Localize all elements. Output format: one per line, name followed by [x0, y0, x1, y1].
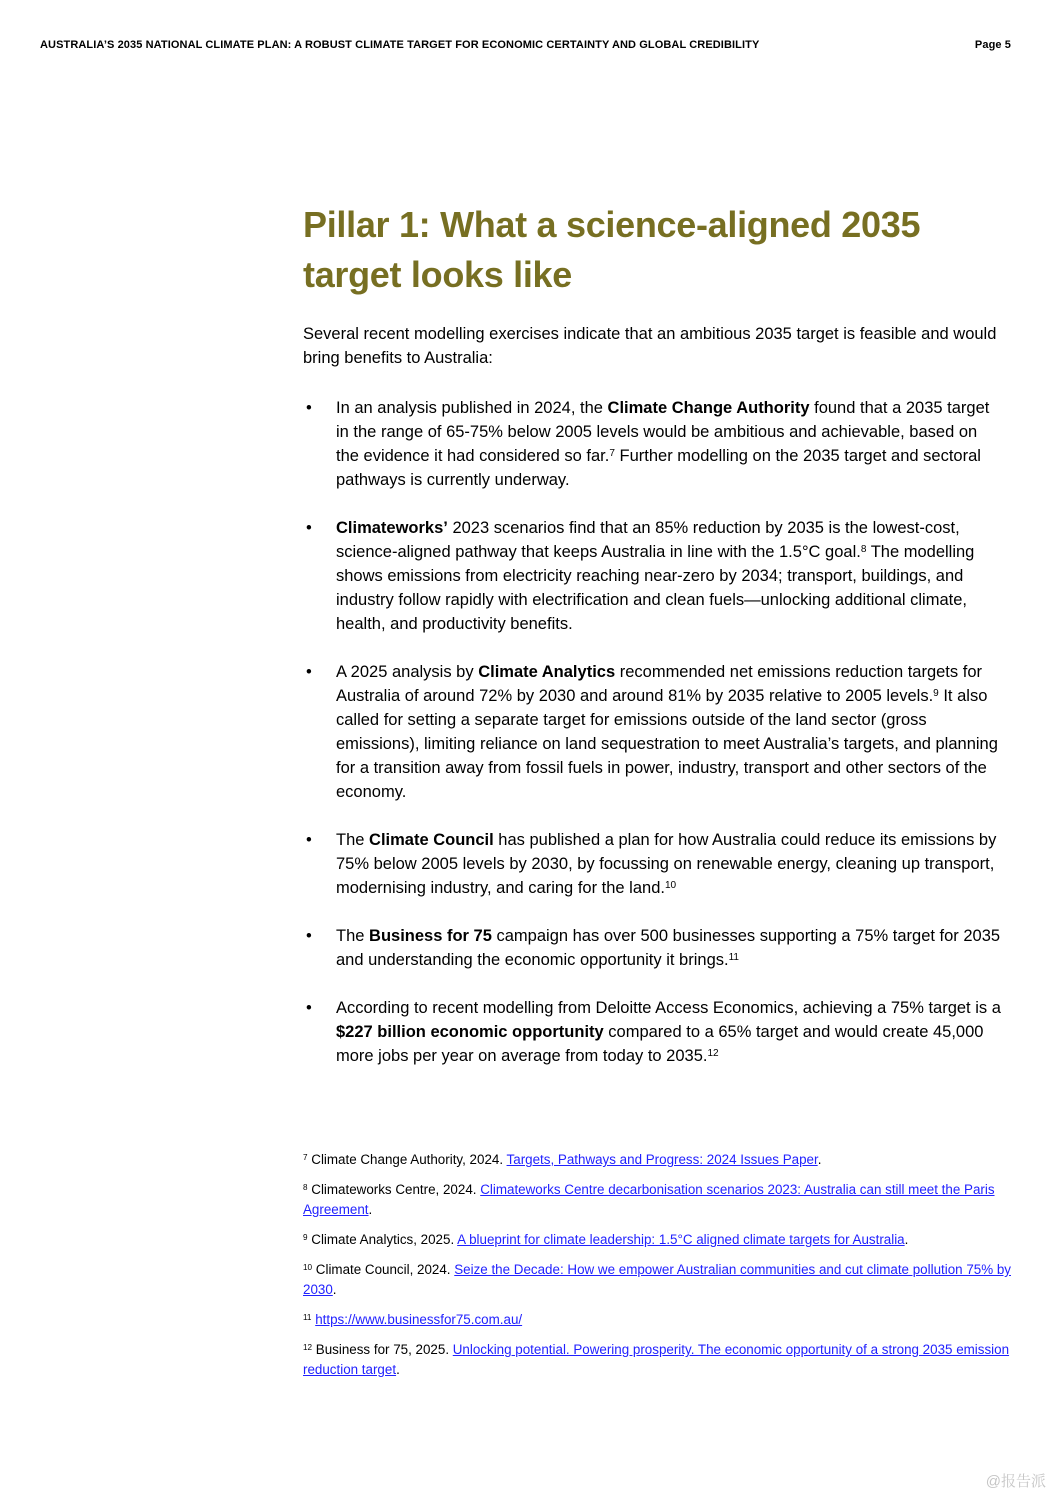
bold-text: Climate Analytics — [478, 663, 616, 681]
watermark: @报告派 — [985, 1473, 1046, 1490]
footnote-link[interactable]: Targets, Pathways and Progress: 2024 Issues Paper — [506, 1152, 818, 1167]
footnote-link[interactable]: Seize the Decade: How we empower Australian communities and cut climate pollution 75% by 2030 — [303, 1262, 1011, 1297]
page-title-line2: target looks like — [303, 254, 572, 295]
footnote-ref: 12 — [303, 1343, 313, 1353]
text-run: The — [336, 927, 370, 945]
text-run: Climate Council, 2024. — [312, 1262, 455, 1277]
page-title-line1: Pillar 1: What a science-aligned 2035 — [303, 204, 921, 245]
page-title — [303, 200, 1003, 300]
footnote-ref: 8 — [860, 544, 867, 556]
text-run: . — [904, 1232, 909, 1247]
bullet-icon: • — [306, 399, 312, 417]
text-run: Business for 75, 2025. — [312, 1342, 453, 1357]
text-run: . — [368, 1202, 373, 1217]
footnote-link[interactable]: A blueprint for climate leadership: 1.5°C aligned climate targets for Australia — [457, 1232, 905, 1247]
text-run: Climateworks Centre, 2024. — [307, 1182, 481, 1197]
text-run: . — [332, 1282, 337, 1297]
footnote — [303, 1340, 1013, 1380]
text-run: . — [396, 1362, 400, 1377]
page-number: Page 5 — [974, 39, 1011, 51]
footnote-ref: 11 — [728, 952, 740, 964]
list-item — [303, 516, 1003, 636]
running-header: AUSTRALIA’S 2035 NATIONAL CLIMATE PLAN: A ROBUST CLIMATE TARGET FOR ECONOMIC CERTAINTY AND GLOBAL CREDIBILITY — [40, 39, 760, 51]
text-run: The modelling shows emissions from electricity reaching near-zero by 2034; transport, buildings, and industry follow rapidly with electrification and clean fuels—unlocking additional climate, health, and productivity benefits. — [336, 543, 975, 633]
footnote-link[interactable]: Climateworks Centre decarbonisation scenarios 2023: Australia can still meet the Paris Agreement — [303, 1182, 995, 1217]
bullet-list — [303, 396, 1003, 1068]
footnote-ref: 9 — [933, 688, 939, 700]
footnote — [303, 1230, 1013, 1250]
text-run: campaign has over 500 businesses supporting a 75% target for 2035 and understanding the economic opportunity it brings. — [336, 927, 1001, 969]
text-run: found that a 2035 target in the range of 65-75% below 2005 levels would be ambitious and achievable, based on the evidence it had considered so far. — [336, 399, 990, 465]
bullet-icon: • — [306, 999, 312, 1017]
bullet-icon: • — [306, 831, 312, 849]
bold-text: Business for 75 — [369, 927, 492, 945]
text-run: According to recent modelling from Deloitte Access Economics, achieving a 75% target is a — [336, 999, 1001, 1017]
bold-text: Climate Change Authority — [607, 399, 810, 417]
text-run: Further modelling on the 2035 target and sectoral pathways is currently underway. — [336, 447, 981, 489]
list-item — [303, 828, 1003, 900]
bold-text: Climate Council — [369, 831, 494, 849]
bullet-icon: • — [306, 519, 312, 537]
footnote-ref: 8 — [303, 1183, 308, 1193]
text-run: It also called for setting a separate target for emissions outside of the land sector (gross emissions), limiting reliance on land sequestration to meet Australia’s targets, and planning for a transition away from fossil fuels in power, industry, transport and other sectors of the economy. — [336, 687, 998, 801]
bullet-icon: • — [306, 663, 312, 681]
footnote — [303, 1260, 1013, 1300]
list-item — [303, 660, 1003, 804]
text-run: recommended net emissions reduction targets for Australia of around 72% by 2030 and around 81% by 2035 relative to 2005 levels. — [336, 663, 982, 705]
footnote — [303, 1310, 1013, 1330]
text-run: 2023 scenarios find that an 85% reduction by 2035 is the lowest-cost, science-aligned pathway that keeps Australia in line with the 1.5°C goal. — [336, 519, 960, 561]
text-run: Climate Analytics, 2025. — [307, 1232, 458, 1247]
text-run: has published a plan for how Australia could reduce its emissions by 75% below 2005 levels by 2030, by focussing on renewable energy, cleaning up transport, modernising industry, and caring for the land. — [336, 831, 997, 897]
footnote-ref: 10 — [664, 880, 677, 892]
bullet-text — [336, 999, 1001, 1065]
footnote-ref: 7 — [609, 448, 615, 460]
list-item — [303, 996, 1003, 1068]
list-item — [303, 396, 1003, 492]
bold-text: $227 billion economic opportunity — [336, 1023, 604, 1041]
footnote — [303, 1180, 1013, 1220]
footnote-link[interactable]: Unlocking potential. Powering prosperity. The economic opportunity of a strong 2035 emission reduction target — [303, 1342, 1010, 1377]
text-run: . — [817, 1152, 822, 1167]
bullet-text — [336, 519, 974, 633]
bold-text: Climateworks’ — [336, 519, 448, 537]
footnote-ref: 12 — [707, 1048, 719, 1060]
bullet-text — [336, 399, 989, 489]
text-run: In an analysis published in 2024, the — [336, 399, 608, 417]
bullet-text — [336, 831, 996, 897]
footnote-ref: 9 — [303, 1233, 308, 1243]
footnote-ref: 11 — [303, 1313, 312, 1323]
intro-paragraph: Several recent modelling exercises indicate that an ambitious 2035 target is feasible and would bring benefits to Australia: — [303, 325, 997, 367]
footnote-ref: 7 — [303, 1153, 308, 1163]
list-item — [303, 924, 1003, 972]
text-run: A 2025 analysis by — [336, 663, 479, 681]
footnote-ref: 10 — [303, 1263, 313, 1273]
footnote-link[interactable]: https://www.businessfor75.com.au/ — [315, 1312, 523, 1327]
text-run: Climate Change Authority, 2024. — [307, 1152, 507, 1167]
bullet-text — [336, 927, 1000, 969]
text-run: compared to a 65% target and would create 45,000 more jobs per year on average from today to 2035. — [336, 1023, 984, 1065]
footnote — [303, 1150, 1013, 1170]
footnotes-section — [303, 1150, 1013, 1390]
text-run: The — [336, 831, 370, 849]
page-header — [40, 39, 1011, 51]
main-content — [303, 200, 1003, 1092]
bullet-icon: • — [306, 927, 312, 945]
bullet-text — [336, 663, 998, 801]
